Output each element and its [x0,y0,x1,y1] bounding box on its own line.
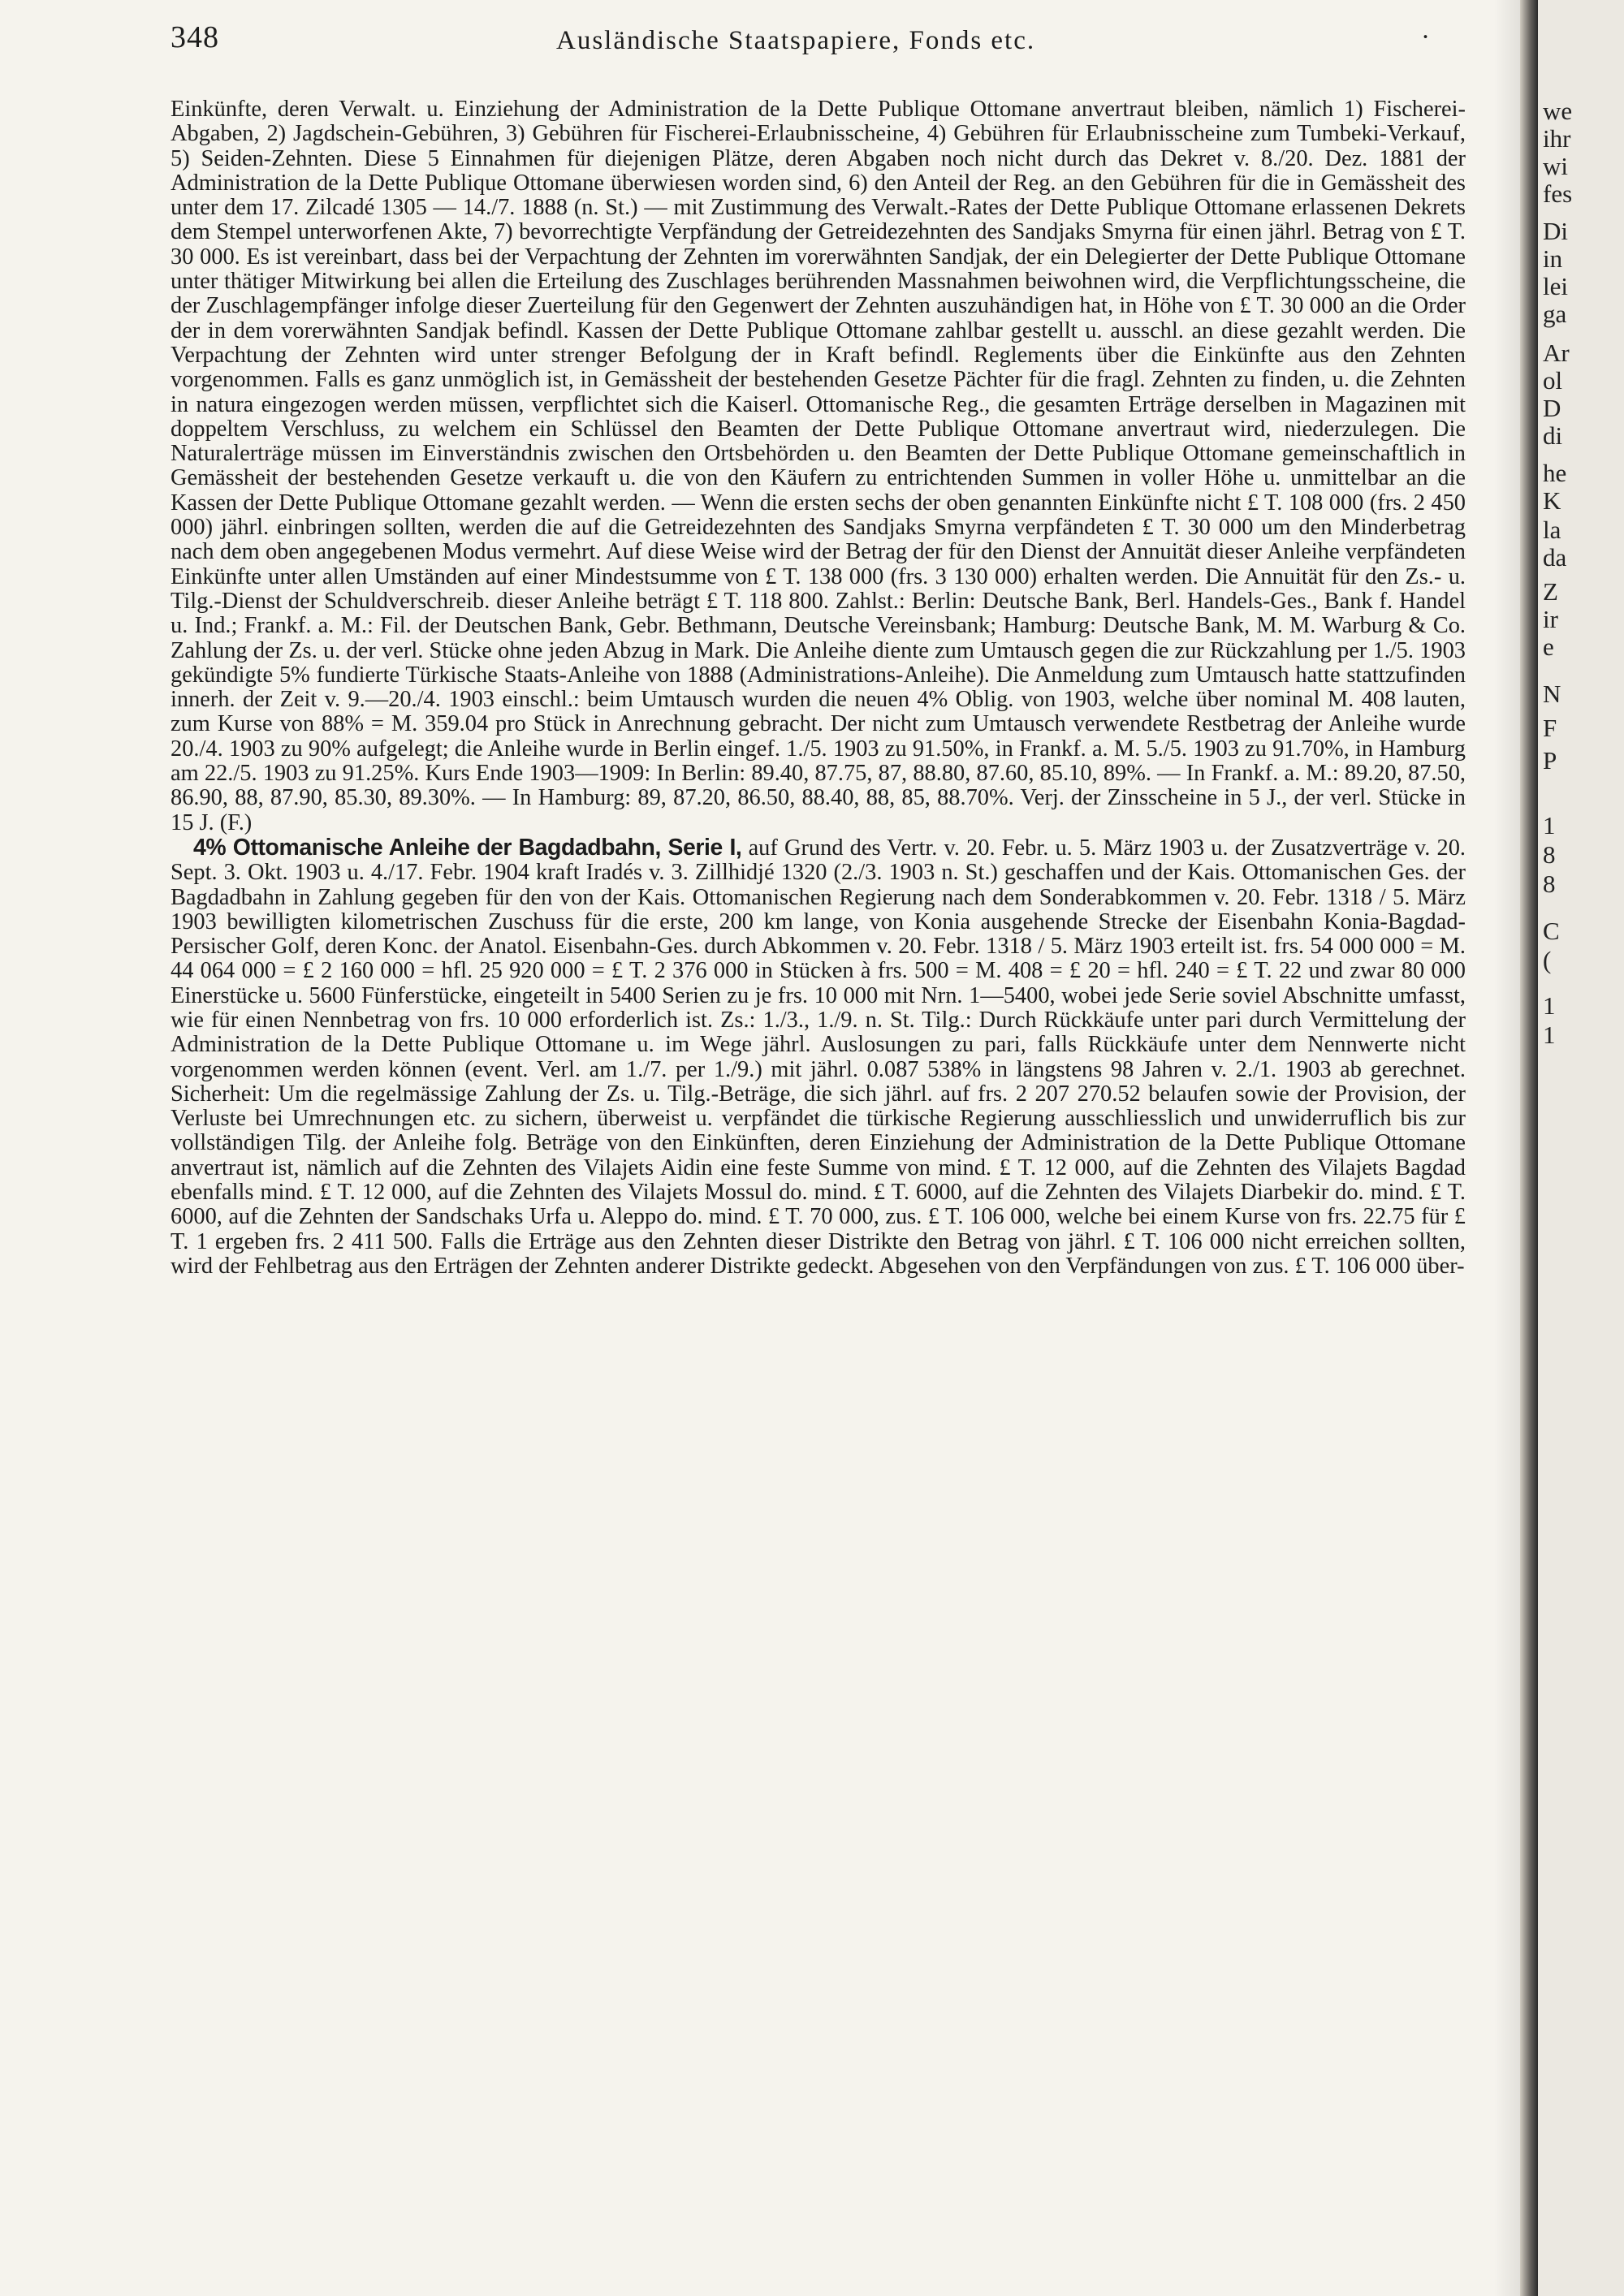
facing-line: fes [1543,179,1573,208]
facing-line: ( [1543,946,1552,974]
facing-line: ol [1543,366,1563,395]
facing-line: N [1543,680,1561,708]
facing-line: ihr [1543,124,1571,153]
page-number: 348 [171,20,219,54]
facing-line: ir [1543,605,1558,633]
facing-line: di [1543,421,1563,450]
facing-line: F [1543,714,1557,742]
facing-line: ga [1543,300,1567,328]
facing-line: 8 [1543,840,1556,869]
facing-line: 1 [1543,811,1556,839]
facing-line: P [1543,746,1557,775]
facing-line: K [1543,486,1561,515]
facing-line: we [1543,97,1573,125]
facing-line: D [1543,394,1561,422]
facing-line: Ar [1543,339,1570,367]
header-mark: · [1421,23,1430,52]
facing-line: e [1543,632,1554,661]
facing-line: he [1543,459,1567,487]
book-gutter [1520,0,1538,2296]
facing-line: 1 [1543,991,1556,1020]
facing-page-fragment [1538,0,1624,2296]
paragraph-bagdadbahn [171,835,1466,1279]
facing-line: wi [1543,152,1568,180]
running-title: Ausländische Staatspapiere, Fonds etc. [556,26,1036,55]
facing-line: lei [1543,272,1568,300]
facing-line: C [1543,917,1560,945]
facing-line: in [1543,244,1563,273]
facing-line: 1 [1543,1021,1556,1049]
section-title: 4% Ottomanische Anleihe der Bagdadbahn, Serie I, [193,834,742,861]
paragraph-revenues: Einkünfte, deren Verwalt. u. Einziehung der Administration de la Dette Publique Ottomane anvertraut bleiben, nämlich 1) Fischerei-Abgaben, 2) Jagdschein-Gebühren, 3) Gebühren für Fischerei-Erlaubnisscheine, 4) Gebühren für Erlaubnisscheine zum Tumbeki-Verkauf, 5) Seiden-Zehnten. Diese 5 Einnahmen für diejenigen Plätze, deren Abgaben noch nicht durch das Dekret v. 8./20. Dez. 1881 der Administration de la Dette Publique Ottomane überwiesen worden sind, 6) den Anteil der Reg. an den Gebühren für die in Gemässheit des unter dem 17. Zilcadé 1305 — 14./7. 1888 (n. St.) — mit Zustimmung des Verwalt.-Rates der Dette Publique Ottomane erlassenen Dekrets dem Stempel unterworfenen Akte, 7) bevorrechtigte Verpfändung der Getreidezehnten des Sandjaks Smyrna für einen jährl. Betrag von £ T. 30 000. Es ist vereinbart, dass bei der Verpachtung der Zehnten im vorerwähnten Sandjak, der ein Delegierter der Dette Publique Ottomane unter thätiger Mitwirkung bei allen die Erteilung des Zuschlages berührenden Massnahmen beiwohnen wird, die Verpflichtungsscheine, die der Zuschlagempfänger infolge dieser Zuerteilung für den Gegenwert der Zehnten auszuhändigen hat, in Höhe von £ T. 30 000 an die Order der in dem vorerwähnten Sandjak befindl. Kassen der Dette Publique Ottomane zahlbar gestellt u. ausschl. an diese gezahlt werden. Die Verpachtung der Zehnten wird unter strenger Befolgung der in Kraft befindl. Reglements über die Einkünfte aus den Zehnten vorgenommen. Falls es ganz unmöglich ist, in Gemässheit der bestehenden Gesetze Pächter für die fragl. Zehnten zu finden, u. die Zehnten in natura eingezogen werden müssen, verpflichtet sich die Kaiserl. Ottomanische Reg., die gesamten Erträge derselben in Magazinen mit doppeltem Verschluss, zu welchem ein Schlüssel den Beamten der Dette Publique Ottomane anvertraut wird, niederzulegen. Die Naturalerträge müssen im Einverständnis zwischen den Ortsbehörden u. den Beamten der Dette Publique Ottomane gemeinschaftlich in Gemässheit der bestehenden Gesetze verkauft u. die von den Käufern zu entrichtenden Summen in voller Höhe u. unmittelbar an die Kassen der Dette Publique Ottomane gezahlt werden. — Wenn die ersten sechs der oben genannten Einkünfte nicht £ T. 108 000 (frs. 2 450 000) jährl. einbringen sollten, werden die auf die Getreidezehnten des Sandjaks Smyrna verpfändeten £ T. 30 000 um den Minderbetrag nach dem oben angegebenen Modus vermehrt. Auf diese Weise wird der Betrag der für den Dienst der Annuität dieser Anleihe verpfändeten Einkünfte unter allen Umständen auf einer Mindestsumme von £ T. 138 000 (frs. 3 130 000) erhalten werden. Die Annuität für den Zs.- u. Tilg.-Dienst der Schuldverschreib. dieser Anleihe beträgt £ T. 118 800. Zahlst.: Berlin: Deutsche Bank, Berl. Handels-Ges., Bank f. Handel u. Ind.; Frankf. a. M.: Fil. der Deutschen Bank, Gebr. Bethmann, Deutsche Vereinsbank; Hamburg: Deutsche Bank, M. M. Warburg & Co. Zahlung der Zs. u. der verl. Stücke ohne jeden Abzug in Mark. Die Anleihe diente zum Umtausch gegen die zur Rückzahlung per 1./5. 1903 gekündigte 5% fundierte Türkische Staats-Anleihe von 1888 (Administrations-Anleihe). Die Anmeldung zum Umtausch hatte stattzufinden innerh. der Zeit v. 9.—20./4. 1903 einschl.: beim Umtausch wurden die neuen 4% Oblig. von 1903, welche über nominal M. 408 lauten, zum Kurse von 88% = M. 359.04 pro Stück in Anrechnung gebracht. Der nicht zum Umtausch verwendete Restbetrag der Anleihe wurde 20./4. 1903 zu 90% aufgelegt; die Anleihe wurde in Berlin eingef. 1./5. 1903 zu 91.50%, in Frankf. a. M. 5./5. 1903 zu 91.70%, in Hamburg am 22./5. 1903 zu 91.25%. Kurs Ende 1903—1909: In Berlin: 89.40, 87.75, 87, 88.80, 87.60, 85.10, 89%. — In Frankf. a. M.: 89.20, 87.50, 86.90, 88, 87.90, 85.30, 89.30%. — In Hamburg: 89, 87.20, 86.50, 88.40, 88, 85, 88.70%. Verj. der Zinsscheine in 5 J., der verl. Stücke in 15 J. (F.) [171,97,1466,835]
page-edge-shadow [1494,0,1520,2296]
page-header [171,19,1470,60]
facing-line: da [1543,543,1567,572]
section-body: auf Grund des Vertr. v. 20. Febr. u. 5. März 1903 u. der Zusatzverträge v. 20. Sept. 3. Okt. 1903 u. 4./17. Febr. 1904 kraft Iradés v. 3. Zillhidjé 1320 (2./3. 1903 n. St.) geschaffen und der Kais. Ottomanischen Ges. der Bagdadbahn in Zahlung gegeben für den von der Kais. Ottomanischen Regierung nach dem Sonderabkommen v. 20. Febr. 1318 / 5. März 1903 bewilligten kilometrischen Zuschuss für die erste, 200 km lange, von Konia ausgehende Strecke der Eisenbahn Konia-Bagdad-Persischer Golf, deren Konc. der Anatol. Eisenbahn-Ges. durch Abkommen v. 20. Febr. 1318 / 5. März 1903 erteilt ist. frs. 54 000 000 = M. 44 064 000 = £ 2 160 000 = hfl. 25 920 000 = £ T. 2 376 000 in Stücken à frs. 500 = M. 408 = £ 20 = hfl. 240 = £ T. 22 und zwar 80 000 Einerstücke u. 5600 Fünferstücke, eingeteilt in 5400 Serien zu je frs. 10 000 mit Nrn. 1—5400, wobei jede Serie soviel Abschnitte umfasst, wie für einen Nennbetrag von frs. 10 000 erforderlich ist. Zs.: 1./3., 1./9. n. St. Tilg.: Durch Rückkäufe unter pari durch Vermittelung der Administration de la Dette Publique Ottomane u. im Wege jährl. Auslosungen zu pari, falls Rückkäufe unter dem Nennwerte nicht vorgenommen werden können (event. Verl. am 1./7. per 1./9.) mit jährl. 0.087 538% in längstens 98 Jahren v. 2./1. 1903 ab gerechnet. Sicherheit: Um die regelmässige Zahlung der Zs. u. Tilg.-Beträge, die sich jährl. auf frs. 2 207 270.52 belaufen sowie der Provision, der Verluste bei Umrechnungen etc. zu sichern, überweist u. verpfändet die türkische Regierung ausschliesslich und unwiderruflich bis zur vollständigen Tilg. der Anleihe folg. Beträge von den Einkünften, deren Einziehung der Administration de la Dette Publique Ottomane anvertraut ist, nämlich auf die Zehnten des Vilajets Aidin eine feste Summe von mind. £ T. 12 000, auf die Zehnten des Vilajets Bagdad ebenfalls mind. £ T. 12 000, auf die Zehnten des Vilajets Mossul do. mind. £ T. 6000, auf die Zehnten des Vilajets Diarbekir do. mind. £ T. 6000, auf die Zehnten der Sandschaks Urfa u. Aleppo do. mind. £ T. 70 000, zus. £ T. 106 000, welche bei einem Kurse von frs. 22.75 für £ T. 1 ergeben frs. 2 411 500. Falls die Erträge aus den Zehnten dieser Distrikte den Betrag von jährl. £ T. 106 000 nicht erreichen sollten, wird der Fehlbetrag aus den Erträgen der Zehnten anderer Distrikte gedeckt. Abgesehen von den Verpfändungen von zus. £ T. 106 000 über- [171,835,1466,1279]
facing-line: Di [1543,217,1568,245]
facing-line: 8 [1543,870,1556,898]
body-text [171,97,1466,1279]
facing-line: Z [1543,577,1558,606]
facing-line: la [1543,516,1561,544]
